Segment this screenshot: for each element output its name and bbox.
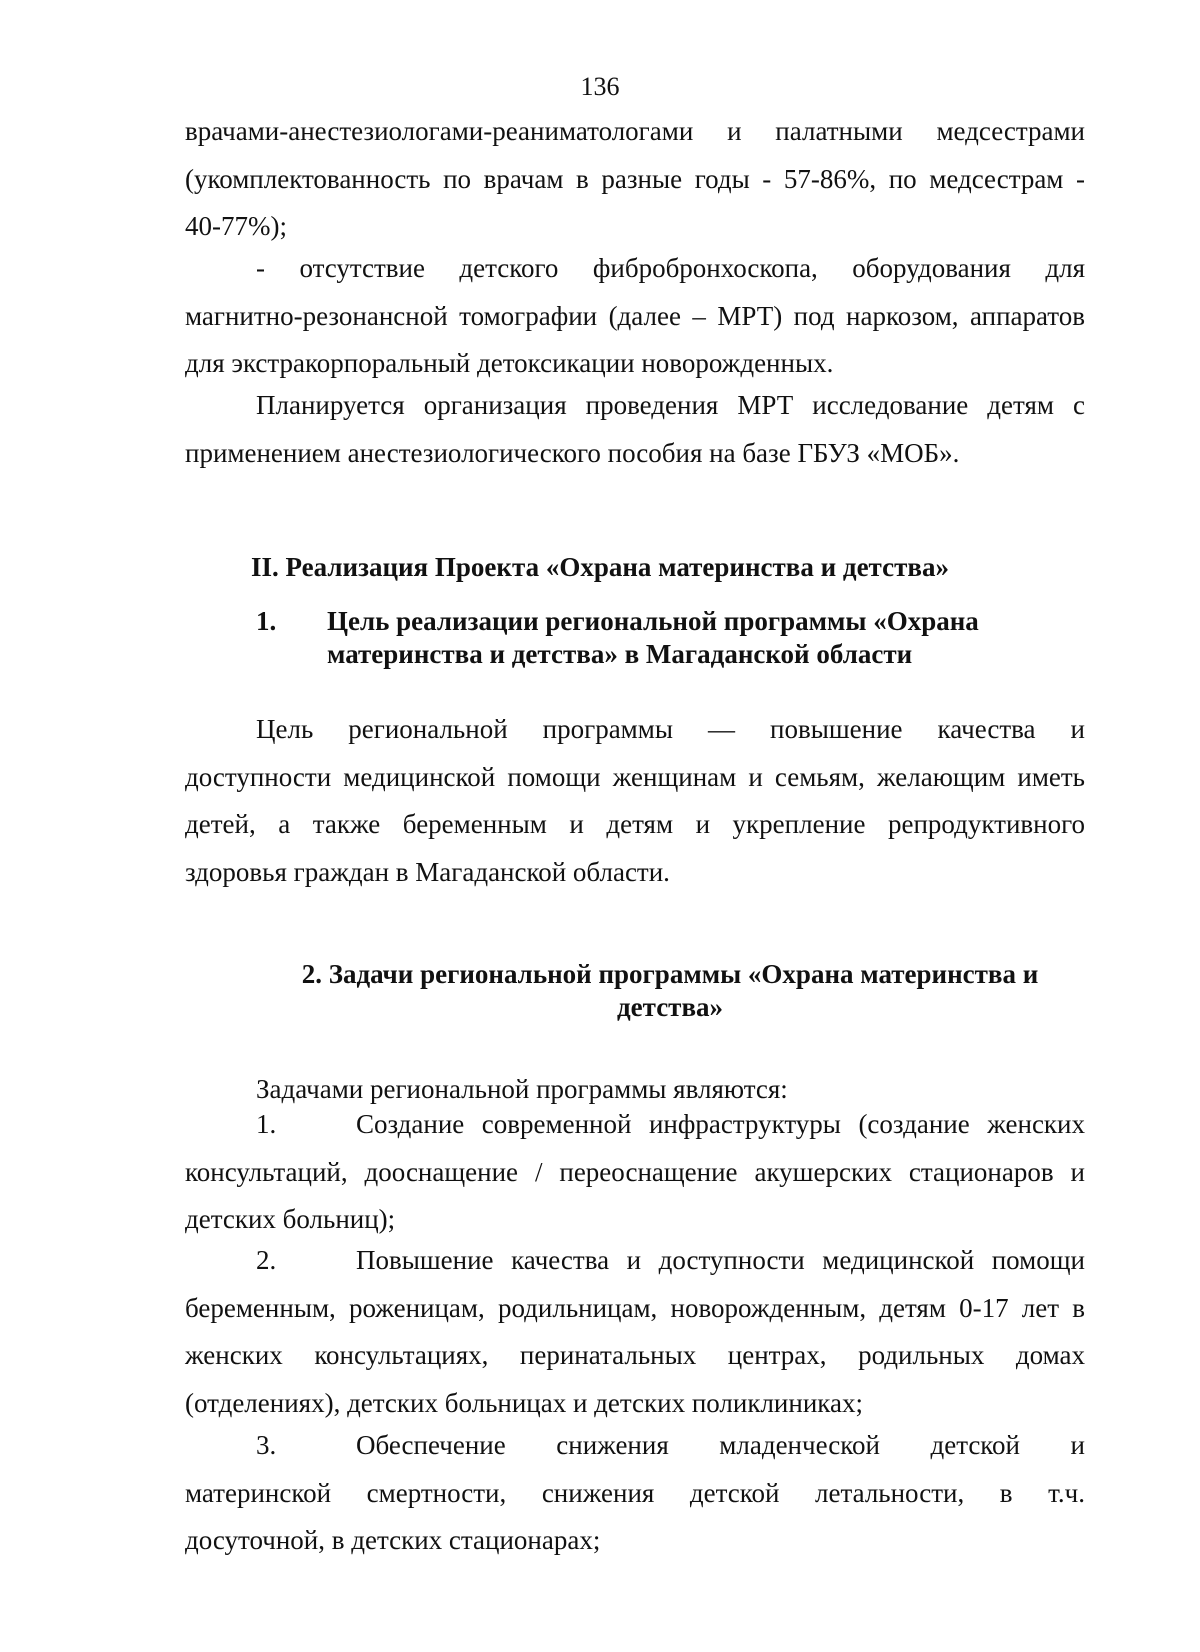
paragraph-equipment: [185, 245, 1085, 388]
subheading-line: Цель реализации региональной программы «Охрана: [327, 606, 979, 636]
subheading-line: детства»: [616, 992, 724, 1022]
paragraph-line: - отсутствие детского фибробронхоскопа, оборудования для: [256, 253, 1085, 283]
paragraph-staffing: [185, 108, 1085, 251]
paragraph-line: (укомплектованность по врачам в разные годы - 57-86%, по медсестрам -: [185, 163, 1085, 194]
paragraph-line: применением анестезиологического пособия на базе ГБУЗ «МОБ».: [185, 437, 960, 468]
paragraph-line: Задачами региональной программы являются:: [256, 1074, 788, 1104]
page-number: 136: [580, 72, 620, 101]
paragraph-line: Обеспечение снижения младенческой детской и: [356, 1430, 1085, 1460]
paragraph-line: (отделениях), детских больницах и детских поликлиниках;: [185, 1387, 863, 1418]
task-number: 2.: [256, 1245, 277, 1275]
paragraph-line: доступности медицинской помощи женщинам и семьям, желающим иметь: [185, 761, 1085, 792]
task-item: [185, 1237, 1085, 1427]
task-number: 1.: [256, 1109, 277, 1139]
paragraph-program-goal: [185, 706, 1085, 896]
paragraph-line: Планируется организация проведения МРТ исследование детям с: [256, 390, 1085, 420]
paragraph-line: Повышение качества и доступности медицинской помощи: [356, 1245, 1085, 1275]
paragraph-line: для экстракорпоральный детоксикации новорожденных.: [185, 348, 834, 378]
paragraph-line: детских больниц);: [185, 1204, 396, 1234]
task-item: [185, 1101, 1085, 1244]
section-heading: II. Реализация Проекта «Охрана материнства и детства»: [251, 552, 949, 582]
task-number: 3.: [256, 1430, 277, 1460]
subheading-goal: [327, 605, 1047, 671]
subheading-number: 1.: [256, 606, 277, 636]
paragraph-line: беременным, роженицам, родильницам, новорожденным, детям 0-17 лет в: [185, 1292, 1085, 1323]
paragraph-line: врачами-анестезиологами-реаниматологами и палатными медсестрами: [185, 116, 1085, 146]
paragraph-line: Цель региональной программы — повышение качества и: [256, 714, 1085, 744]
paragraph-line: Создание современной инфраструктуры (создание женских: [356, 1109, 1085, 1139]
paragraph-line: материнской смертности, снижения детской летальности, в т.ч.: [185, 1477, 1085, 1508]
paragraph-line: детей, а также беременным и детям и укрепление репродуктивного: [185, 809, 1085, 839]
paragraph-line: 40-77%);: [185, 211, 287, 241]
paragraph-line: женских консультациях, перинатальных центрах, родильных домах: [185, 1340, 1085, 1370]
subheading-line: 2. Задачи региональной программы «Охрана материнства и: [301, 959, 1039, 989]
paragraph-line: досуточной, в детских стационарах;: [185, 1525, 601, 1555]
subheading-line: материнства и детства» в Магаданской области: [327, 639, 913, 669]
paragraph-line: магнитно-резонансной томографии (далее – МРТ) под наркозом, аппаратов: [185, 300, 1085, 331]
task-item: [185, 1422, 1085, 1565]
paragraph-mri-plan: [185, 382, 1085, 477]
paragraph-line: консультаций, дооснащение / переоснащение акушерских стационаров и: [185, 1156, 1085, 1187]
subheading-tasks: [280, 958, 1060, 1024]
paragraph-line: здоровья граждан в Магаданской области.: [185, 856, 670, 887]
